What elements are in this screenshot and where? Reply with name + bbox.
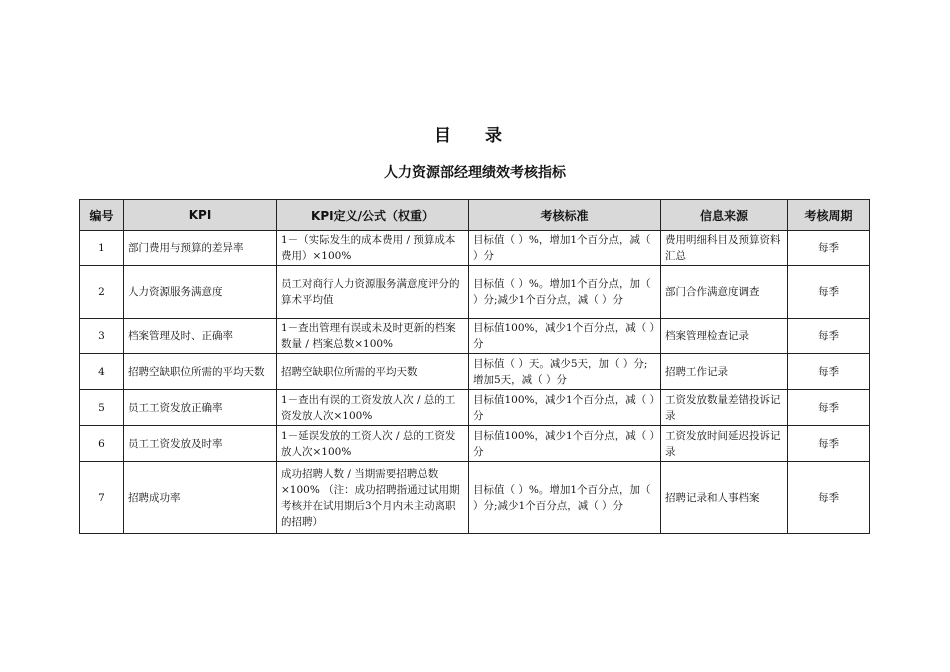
cell-source: 工资发放数量差错投诉记录 xyxy=(661,390,788,426)
cell-period: 每季 xyxy=(788,231,870,266)
cell-standard: 目标值（ ）%。增加1个百分点，加（ ）分;减少1个百分点，减（ ）分 xyxy=(469,266,661,319)
page-title: 目 录 xyxy=(434,126,516,146)
cell-number: 1 xyxy=(80,231,124,266)
table-header-row xyxy=(80,200,870,231)
cell-kpi: 员工工资发放及时率 xyxy=(124,426,277,462)
cell-kpi: 员工工资发放正确率 xyxy=(124,390,277,426)
cell-source: 工资发放时间延迟投诉记录 xyxy=(661,426,788,462)
cell-period: 每季 xyxy=(788,354,870,390)
cell-period: 每季 xyxy=(788,426,870,462)
table-row xyxy=(80,319,870,354)
cell-standard: 目标值100%，减少1个百分点，减（ ）分 xyxy=(469,426,661,462)
cell-definition: 1－（实际发生的成本费用 / 预算成本费用）×100% xyxy=(277,231,469,266)
cell-definition: 员工对商行人力资源服务满意度评分的算术平均值 xyxy=(277,266,469,319)
cell-number: 6 xyxy=(80,426,124,462)
cell-source: 档案管理检查记录 xyxy=(661,319,788,354)
header-standard: 考核标准 xyxy=(469,200,661,231)
table-row xyxy=(80,426,870,462)
cell-standard: 目标值100%，减少1个百分点，减（ ）分 xyxy=(469,390,661,426)
cell-definition: 1－查出有误的工资发放人次 / 总的工资发放人次×100% xyxy=(277,390,469,426)
cell-number: 3 xyxy=(80,319,124,354)
cell-kpi: 招聘空缺职位所需的平均天数 xyxy=(124,354,277,390)
cell-kpi: 档案管理及时、正确率 xyxy=(124,319,277,354)
cell-number: 2 xyxy=(80,266,124,319)
cell-period: 每季 xyxy=(788,319,870,354)
table-row xyxy=(80,266,870,319)
cell-definition: 成功招聘人数 / 当期需要招聘总数×100% （注：成功招聘指通过试用期考核并在试用期后3个月内未主动离职的招聘） xyxy=(277,462,469,534)
page-subtitle: 人力资源部经理绩效考核指标 xyxy=(384,165,566,181)
cell-definition: 1－延误发放的工资人次 / 总的工资发放人次×100% xyxy=(277,426,469,462)
cell-standard: 目标值（ ）%。增加1个百分点，加（ ）分;减少1个百分点，减（ ）分 xyxy=(469,462,661,534)
header-kpi: KPI xyxy=(124,200,277,231)
cell-source: 部门合作满意度调查 xyxy=(661,266,788,319)
cell-standard: 目标值100%，减少1个百分点，减（ ）分 xyxy=(469,319,661,354)
cell-kpi: 部门费用与预算的差异率 xyxy=(124,231,277,266)
cell-source: 招聘工作记录 xyxy=(661,354,788,390)
table-row xyxy=(80,231,870,266)
cell-source: 招聘记录和人事档案 xyxy=(661,462,788,534)
cell-definition: 招聘空缺职位所需的平均天数 xyxy=(277,354,469,390)
cell-period: 每季 xyxy=(788,462,870,534)
cell-number: 7 xyxy=(80,462,124,534)
table-row xyxy=(80,354,870,390)
cell-source: 费用明细科目及预算资料汇总 xyxy=(661,231,788,266)
header-definition: KPI定义/公式（权重） xyxy=(277,200,469,231)
cell-period: 每季 xyxy=(788,390,870,426)
cell-kpi: 招聘成功率 xyxy=(124,462,277,534)
header-source: 信息来源 xyxy=(661,200,788,231)
cell-kpi: 人力资源服务满意度 xyxy=(124,266,277,319)
cell-period: 每季 xyxy=(788,266,870,319)
cell-definition: 1－查出管理有误或未及时更新的档案数量 / 档案总数×100% xyxy=(277,319,469,354)
cell-standard: 目标值（ ）%，增加1个百分点，减（ ）分 xyxy=(469,231,661,266)
cell-number: 4 xyxy=(80,354,124,390)
table-row xyxy=(80,390,870,426)
kpi-table xyxy=(79,199,870,534)
cell-number: 5 xyxy=(80,390,124,426)
table-row xyxy=(80,462,870,534)
header-period: 考核周期 xyxy=(788,200,870,231)
cell-standard: 目标值（ ）天。减少5天，加（ ）分; 增加5天，减（ ）分 xyxy=(469,354,661,390)
header-number: 编号 xyxy=(80,200,124,231)
